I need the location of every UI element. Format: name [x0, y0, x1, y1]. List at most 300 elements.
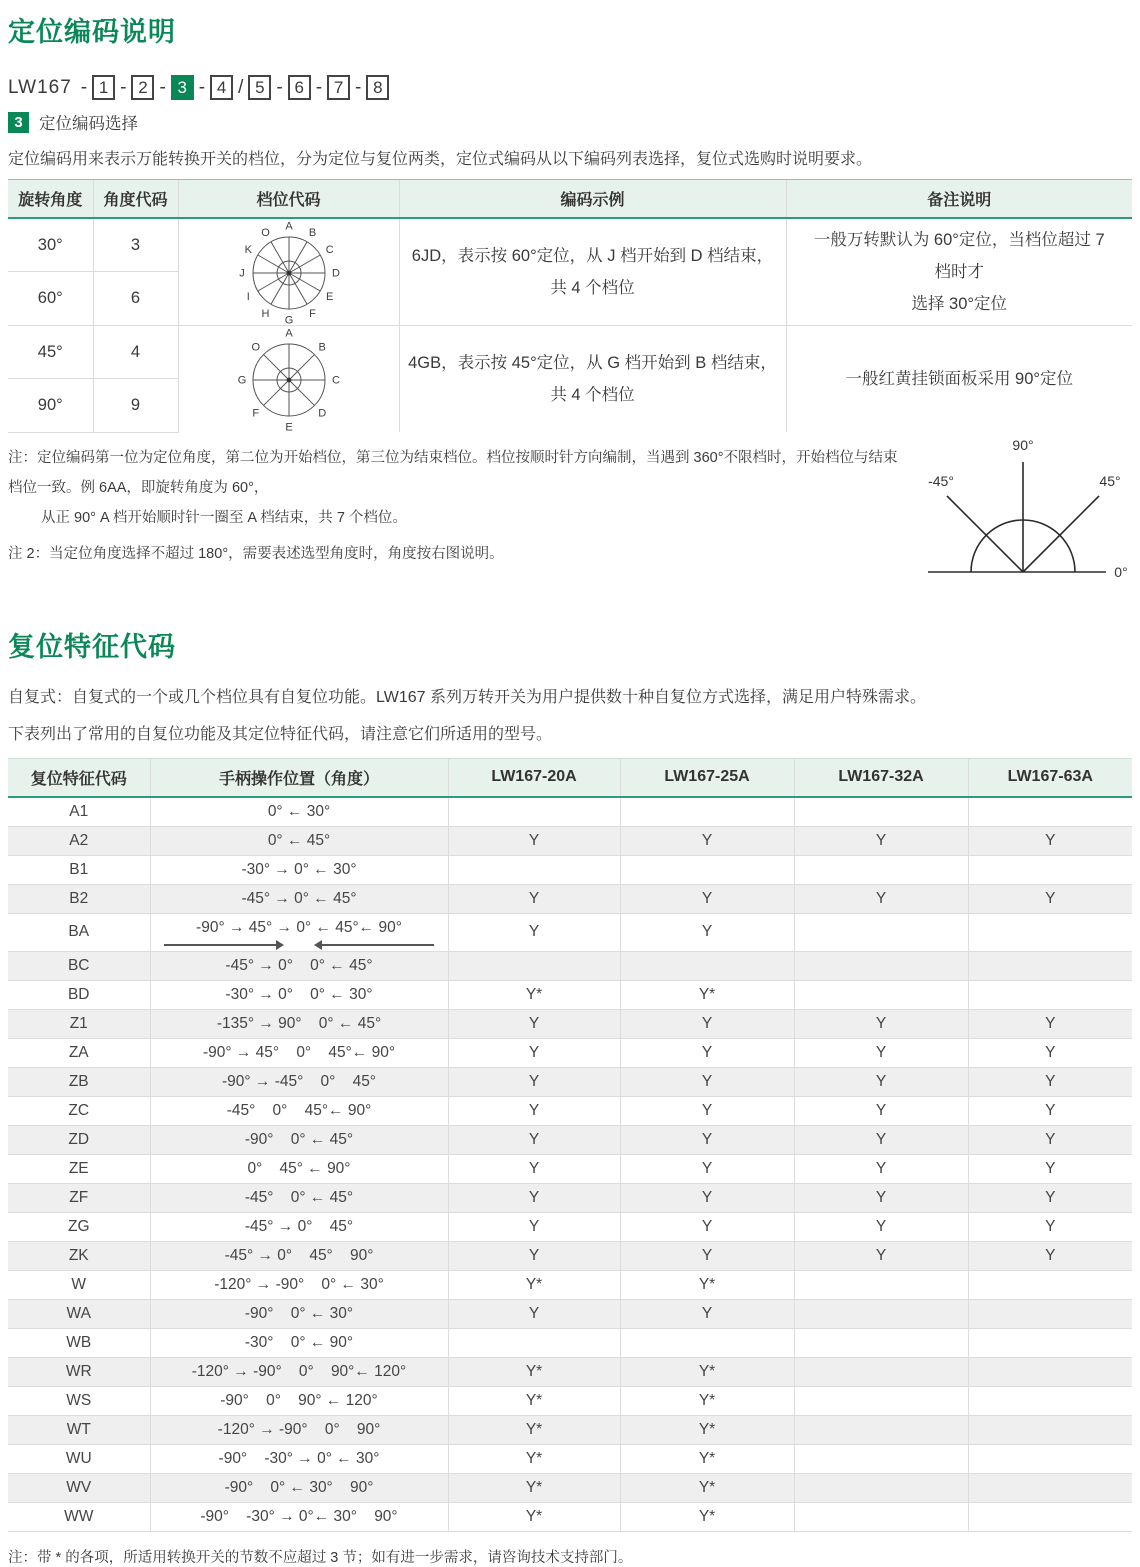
- handle-position-text: -90° 0° ← 30°: [244, 1304, 354, 1322]
- model-code-boxes: [76, 75, 390, 100]
- applicability-mark: [968, 1473, 1132, 1502]
- handle-position: [150, 1154, 448, 1183]
- reset-feature-code: ZB: [8, 1067, 150, 1096]
- dial-diagram-8-sector: [180, 327, 398, 431]
- handle-position: [150, 1067, 448, 1096]
- note-text: 从正 90° A 档开始顺时针一圈至 A 档结束，共 7 个档位。: [41, 509, 407, 526]
- handle-position-text: -120° → -90° 0° 90°← 120°: [191, 1362, 407, 1380]
- applicability-mark: [968, 1270, 1132, 1299]
- applicability-mark: [794, 1328, 968, 1357]
- applicability-mark: Y: [794, 1067, 968, 1096]
- table-row: [8, 1328, 1132, 1357]
- table-row: [8, 826, 1132, 855]
- reset-feature-code: BC: [8, 951, 150, 980]
- svg-text:F: F: [251, 407, 259, 420]
- note-label: 注：: [8, 449, 37, 466]
- svg-text:A: A: [284, 220, 293, 233]
- example-line: 4GB，表示按 45°定位，从 G 档开始到 B 档结束，: [408, 354, 777, 372]
- table-row: [8, 1270, 1132, 1299]
- applicability-mark: Y: [794, 884, 968, 913]
- applicability-mark: Y: [968, 1241, 1132, 1270]
- model-separator: -: [198, 76, 206, 98]
- table-row: [8, 913, 1132, 951]
- col-header: LW167-63A: [968, 758, 1132, 797]
- applicability-mark: Y*: [448, 1270, 620, 1299]
- section2-paragraph-2: 下表列出了常用的自复位功能及其定位特征代码，请注意它们所适用的型号。: [8, 725, 553, 743]
- applicability-mark: Y: [968, 1212, 1132, 1241]
- model-code-box: 2: [131, 75, 154, 100]
- applicability-mark: [794, 1357, 968, 1386]
- handle-position: [150, 980, 448, 1009]
- applicability-mark: Y: [448, 826, 620, 855]
- model-separator: -: [276, 76, 283, 98]
- applicability-mark: Y: [620, 1212, 794, 1241]
- applicability-mark: Y*: [620, 1444, 794, 1473]
- table-row: [8, 1502, 1132, 1531]
- reset-feature-code: ZA: [8, 1038, 150, 1067]
- applicability-mark: Y: [794, 1183, 968, 1212]
- svg-text:H: H: [261, 308, 269, 321]
- svg-text:D: D: [331, 267, 340, 280]
- rotation-angle: 30°: [8, 218, 93, 272]
- handle-position: [150, 797, 448, 827]
- remark-cell: [786, 326, 1132, 433]
- reset-feature-code: ZE: [8, 1154, 150, 1183]
- applicability-mark: Y: [620, 1241, 794, 1270]
- handle-position-text: 0° ← 45°: [267, 831, 331, 849]
- right-arrow-icon: [164, 944, 282, 946]
- applicability-mark: [794, 855, 968, 884]
- applicability-mark: Y: [620, 1154, 794, 1183]
- table-row: [8, 1444, 1132, 1473]
- handle-position-text: -45° → 0° ← 45°: [241, 889, 357, 907]
- angle-label-45: 45°: [1099, 473, 1121, 489]
- handle-position: [150, 1357, 448, 1386]
- intro-paragraph: 定位编码用来表示万能转换开关的档位，分为定位与复位两类，定位式编码从以下编码列表选择，复位式选购时说明要求。: [8, 151, 873, 168]
- applicability-mark: [794, 913, 968, 951]
- footnote: 注：带 * 的各项，所适用转换开关的节数不应超过 3 节；如有进一步需求，请咨询技术支持部门。: [8, 1549, 633, 1566]
- applicability-mark: Y*: [448, 980, 620, 1009]
- applicability-mark: Y: [620, 1096, 794, 1125]
- applicability-mark: Y: [794, 826, 968, 855]
- handle-position-text: -45° 0° ← 45°: [244, 1188, 354, 1206]
- applicability-mark: Y: [448, 1212, 620, 1241]
- col-header: 备注说明: [786, 180, 1132, 219]
- handle-position-text: -45° → 0° 45° 90°: [224, 1246, 374, 1264]
- handle-position-text: -90° -30° → 0°← 30° 90°: [200, 1507, 398, 1525]
- applicability-mark: [968, 1386, 1132, 1415]
- applicability-mark: Y: [448, 1096, 620, 1125]
- reset-feature-code: WR: [8, 1357, 150, 1386]
- model-separator: -: [80, 76, 88, 98]
- applicability-mark: Y: [794, 1096, 968, 1125]
- applicability-mark: [968, 1328, 1132, 1357]
- svg-text:B: B: [318, 341, 326, 354]
- reset-feature-code: WB: [8, 1328, 150, 1357]
- applicability-mark: Y: [448, 1183, 620, 1212]
- applicability-mark: [448, 951, 620, 980]
- angle-label-neg45: -45°: [928, 473, 954, 489]
- handle-position: [150, 1009, 448, 1038]
- table-row: [8, 1067, 1132, 1096]
- applicability-mark: [794, 1415, 968, 1444]
- handle-position: [150, 1183, 448, 1212]
- angle-code: 9: [93, 379, 178, 432]
- handle-position-text: -90° → 45° 0° 45°← 90°: [202, 1043, 396, 1061]
- code-example-cell: [399, 326, 786, 433]
- handle-position-text: -90° -30° → 0° ← 30°: [218, 1449, 380, 1467]
- applicability-mark: [794, 1270, 968, 1299]
- applicability-mark: Y*: [448, 1473, 620, 1502]
- handle-position: [150, 826, 448, 855]
- note-1: [8, 443, 908, 503]
- applicability-mark: [620, 797, 794, 827]
- applicability-mark: Y: [968, 826, 1132, 855]
- applicability-mark: [794, 1444, 968, 1473]
- applicability-mark: [448, 1328, 620, 1357]
- handle-position: [150, 1502, 448, 1531]
- example-line: 共 4 个档位: [550, 386, 635, 404]
- step-label: 定位编码选择: [39, 115, 138, 133]
- angle-code: 6: [93, 272, 178, 326]
- applicability-mark: [794, 1473, 968, 1502]
- applicability-mark: [968, 1415, 1132, 1444]
- example-line: 共 4 个档位: [550, 279, 635, 297]
- reset-feature-code: WV: [8, 1473, 150, 1502]
- applicability-mark: [794, 1502, 968, 1531]
- applicability-mark: Y: [968, 1067, 1132, 1096]
- dial-cell: [178, 218, 399, 326]
- model-code-box: 7: [327, 75, 350, 100]
- table-row: [8, 218, 1132, 272]
- handle-position: [150, 1444, 448, 1473]
- svg-text:G: G: [237, 374, 246, 387]
- applicability-mark: Y: [620, 1067, 794, 1096]
- applicability-mark: [794, 1299, 968, 1328]
- handle-position-text: -90° 0° ← 30° 90°: [224, 1478, 374, 1496]
- reset-feature-code: ZD: [8, 1125, 150, 1154]
- table-row: [8, 1183, 1132, 1212]
- applicability-mark: Y: [968, 1096, 1132, 1125]
- section2-title: 复位特征代码: [8, 631, 176, 662]
- applicability-mark: [968, 1444, 1132, 1473]
- angle-code: 3: [93, 218, 178, 272]
- direction-arrows: [153, 940, 446, 946]
- applicability-mark: Y: [448, 884, 620, 913]
- reset-feature-code: ZG: [8, 1212, 150, 1241]
- handle-position: [150, 1212, 448, 1241]
- handle-position: [150, 1241, 448, 1270]
- reset-feature-table: [8, 758, 1132, 1532]
- table-row: [8, 1212, 1132, 1241]
- handle-position: [150, 1299, 448, 1328]
- table-row: [8, 1357, 1132, 1386]
- handle-position: [150, 1328, 448, 1357]
- note-text: 定位编码第一位为定位角度，第二位为开始档位，第三位为结束档位。档位按顺时针方向编制，当遇到 360°不限档时，开始档位与结束档位一致。例 6AA，即旋转角度为 60°，: [8, 449, 898, 496]
- svg-text:A: A: [284, 327, 293, 340]
- handle-position: [150, 1270, 448, 1299]
- reset-feature-code: BD: [8, 980, 150, 1009]
- table-row: [8, 1299, 1132, 1328]
- applicability-mark: Y: [620, 1299, 794, 1328]
- angle-code: 4: [93, 326, 178, 379]
- svg-text:O: O: [260, 226, 270, 239]
- svg-text:E: E: [325, 291, 333, 303]
- svg-text:C: C: [325, 244, 334, 256]
- table-row: [8, 1415, 1132, 1444]
- reset-feature-code: WW: [8, 1502, 150, 1531]
- applicability-mark: Y*: [448, 1444, 620, 1473]
- table-row: [8, 855, 1132, 884]
- applicability-mark: [968, 951, 1132, 980]
- applicability-mark: Y: [448, 913, 620, 951]
- applicability-mark: Y: [448, 1125, 620, 1154]
- reset-feature-code: W: [8, 1270, 150, 1299]
- reset-feature-code: B2: [8, 884, 150, 913]
- applicability-mark: Y: [620, 1038, 794, 1067]
- note-text: 当定位角度选择不超过 180°，需要表述选型角度时，角度按右图说明。: [49, 545, 504, 562]
- table-header-row: [8, 180, 1132, 219]
- applicability-mark: Y: [448, 1038, 620, 1067]
- table-row: [8, 1241, 1132, 1270]
- svg-text:O: O: [250, 341, 260, 354]
- table-row: [8, 797, 1132, 827]
- col-header: 编码示例: [399, 180, 786, 219]
- reset-feature-code: A1: [8, 797, 150, 827]
- remark-line: 一般红黄挂锁面板采用 90°定位: [845, 370, 1074, 388]
- angle-reference-diagram: [928, 432, 1133, 587]
- table-row: [8, 1386, 1132, 1415]
- note-2: [8, 539, 908, 569]
- applicability-mark: [794, 951, 968, 980]
- remark-line: 一般万转默认为 60°定位，当档位超过 7 档时才: [813, 231, 1105, 281]
- angle-label-0: 0°: [1114, 564, 1128, 580]
- svg-text:C: C: [331, 374, 340, 387]
- notes-block: [8, 443, 908, 569]
- code-example-cell: [399, 218, 786, 326]
- applicability-mark: Y*: [620, 1357, 794, 1386]
- applicability-mark: Y*: [448, 1415, 620, 1444]
- reset-feature-code: WS: [8, 1386, 150, 1415]
- model-separator: -: [159, 76, 166, 98]
- applicability-mark: Y: [620, 826, 794, 855]
- applicability-mark: [794, 1386, 968, 1415]
- applicability-mark: [448, 855, 620, 884]
- applicability-mark: [620, 951, 794, 980]
- applicability-mark: [968, 855, 1132, 884]
- handle-position: [150, 855, 448, 884]
- model-separator: -: [315, 76, 323, 98]
- table-row: [8, 951, 1132, 980]
- rotation-angle: 90°: [8, 379, 93, 432]
- handle-position-text: -30° 0° ← 90°: [244, 1333, 354, 1351]
- model-code-box: 5: [248, 75, 271, 100]
- remark-line: 选择 30°定位: [911, 295, 1008, 313]
- dial-diagram-12-sector: [180, 220, 398, 324]
- col-header: LW167-20A: [448, 758, 620, 797]
- svg-text:I: I: [246, 291, 250, 303]
- applicability-mark: [794, 797, 968, 827]
- model-code-box: 8: [366, 75, 389, 100]
- remark-text: [788, 363, 1132, 395]
- applicability-mark: Y: [620, 1009, 794, 1038]
- applicability-mark: Y: [794, 1241, 968, 1270]
- applicability-mark: [448, 797, 620, 827]
- table-row: [8, 1009, 1132, 1038]
- reset-feature-code: B1: [8, 855, 150, 884]
- model-code-box: 1: [92, 75, 115, 100]
- applicability-mark: Y: [794, 1125, 968, 1154]
- applicability-mark: Y: [794, 1212, 968, 1241]
- model-prefix: LW167: [8, 76, 72, 98]
- table-header-row: [8, 758, 1132, 797]
- handle-position: [150, 1415, 448, 1444]
- applicability-mark: [968, 797, 1132, 827]
- col-header: 档位代码: [178, 180, 399, 219]
- applicability-mark: Y: [620, 884, 794, 913]
- reset-feature-code: BA: [8, 913, 150, 951]
- applicability-mark: Y*: [448, 1357, 620, 1386]
- table-row: [8, 1125, 1132, 1154]
- handle-position: [150, 884, 448, 913]
- handle-position-text: -90° → -45° 0° 45°: [221, 1072, 377, 1090]
- reset-feature-code: ZC: [8, 1096, 150, 1125]
- table-row: [8, 1096, 1132, 1125]
- col-header: 复位特征代码: [8, 758, 150, 797]
- example-line: 6JD，表示按 60°定位，从 J 档开始到 D 档结束，: [411, 247, 774, 265]
- handle-position-text: -120° → -90° 0° 90°: [217, 1420, 381, 1438]
- svg-text:B: B: [308, 226, 316, 239]
- reset-feature-code: WU: [8, 1444, 150, 1473]
- handle-position: [150, 1096, 448, 1125]
- applicability-mark: Y: [794, 1038, 968, 1067]
- model-code-box: 6: [288, 75, 311, 100]
- reset-feature-code: Z1: [8, 1009, 150, 1038]
- handle-position: [150, 913, 448, 951]
- handle-position-text: -45° 0° 45°← 90°: [226, 1101, 372, 1119]
- handle-position-text: -90° 0° 90° ← 120°: [220, 1391, 378, 1409]
- applicability-mark: Y: [448, 1241, 620, 1270]
- col-header: LW167-25A: [620, 758, 794, 797]
- svg-text:K: K: [244, 244, 252, 256]
- svg-text:G: G: [284, 314, 293, 324]
- remark-cell: [786, 218, 1132, 326]
- col-header: LW167-32A: [794, 758, 968, 797]
- model-separator: -: [120, 76, 127, 98]
- svg-text:D: D: [317, 407, 326, 420]
- applicability-mark: Y: [968, 1154, 1132, 1183]
- dial-cell: [178, 326, 399, 433]
- applicability-mark: Y: [968, 1038, 1132, 1067]
- applicability-mark: Y: [448, 1009, 620, 1038]
- reset-feature-code: ZF: [8, 1183, 150, 1212]
- applicability-mark: Y: [448, 1067, 620, 1096]
- applicability-mark: Y: [794, 1009, 968, 1038]
- angle-label-90: 90°: [1012, 437, 1034, 453]
- positioning-code-table: [8, 179, 1132, 433]
- handle-position-text: -135° → 90° 0° ← 45°: [216, 1014, 382, 1032]
- applicability-mark: Y: [794, 1154, 968, 1183]
- applicability-mark: Y: [968, 1183, 1132, 1212]
- handle-position-text: -90° → 45° → 0° ← 45°← 90°: [196, 918, 402, 936]
- model-separator: -: [355, 76, 362, 98]
- applicability-mark: Y: [448, 1299, 620, 1328]
- applicability-mark: Y*: [448, 1386, 620, 1415]
- handle-position: [150, 1473, 448, 1502]
- applicability-mark: [968, 1502, 1132, 1531]
- left-arrow-icon: [316, 944, 434, 946]
- applicability-mark: Y*: [620, 1473, 794, 1502]
- handle-position: [150, 1038, 448, 1067]
- applicability-mark: Y: [448, 1154, 620, 1183]
- reset-feature-code: A2: [8, 826, 150, 855]
- step-badge: 3: [8, 112, 29, 133]
- applicability-mark: [620, 855, 794, 884]
- model-code-box: 3: [171, 75, 194, 100]
- svg-text:E: E: [284, 421, 293, 431]
- page-title: 定位编码说明: [8, 17, 176, 47]
- handle-position-text: -90° 0° ← 45°: [244, 1130, 354, 1148]
- handle-position-text: -45° → 0° 0° ← 45°: [225, 956, 373, 974]
- note-label: 注 2：: [8, 545, 50, 562]
- handle-position-text: -30° → 0° 0° ← 30°: [225, 985, 373, 1003]
- reset-feature-code: ZK: [8, 1241, 150, 1270]
- handle-position: [150, 1386, 448, 1415]
- applicability-mark: Y: [968, 1009, 1132, 1038]
- handle-position-text: -30° → 0° ← 30°: [241, 860, 357, 878]
- applicability-mark: [968, 913, 1132, 951]
- applicability-mark: Y*: [448, 1502, 620, 1531]
- reset-feature-code: WA: [8, 1299, 150, 1328]
- handle-position-text: -45° → 0° 45°: [244, 1217, 354, 1235]
- applicability-mark: [968, 980, 1132, 1009]
- rotation-angle: 60°: [8, 272, 93, 326]
- applicability-mark: Y*: [620, 980, 794, 1009]
- handle-position: [150, 1125, 448, 1154]
- table-row: [8, 326, 1132, 379]
- applicability-mark: [794, 980, 968, 1009]
- col-header: 旋转角度: [8, 180, 93, 219]
- table-row: [8, 980, 1132, 1009]
- applicability-mark: Y: [620, 1183, 794, 1212]
- handle-position: [150, 951, 448, 980]
- applicability-mark: [968, 1299, 1132, 1328]
- table-row: [8, 1154, 1132, 1183]
- applicability-mark: [620, 1328, 794, 1357]
- svg-text:J: J: [238, 267, 245, 280]
- rotation-angle: 45°: [8, 326, 93, 379]
- applicability-mark: Y: [968, 884, 1132, 913]
- applicability-mark: Y*: [620, 1270, 794, 1299]
- reset-feature-code: WT: [8, 1415, 150, 1444]
- model-code-line: [8, 75, 1132, 100]
- col-header: 角度代码: [93, 180, 178, 219]
- applicability-mark: Y: [620, 1125, 794, 1154]
- svg-text:F: F: [308, 308, 316, 321]
- col-header: 手柄操作位置（角度）: [150, 758, 448, 797]
- applicability-mark: [968, 1357, 1132, 1386]
- table-row: [8, 1473, 1132, 1502]
- applicability-mark: Y: [968, 1125, 1132, 1154]
- remark-text: [788, 224, 1132, 320]
- model-separator: /: [238, 76, 244, 98]
- applicability-mark: Y*: [620, 1415, 794, 1444]
- section2-paragraph-1: 自复式：自复式的一个或几个档位具有自复位功能。LW167 系列万转开关为用户提供数十种自复位方式选择，满足用户特殊需求。: [8, 688, 926, 706]
- applicability-mark: Y*: [620, 1502, 794, 1531]
- applicability-mark: Y: [620, 913, 794, 951]
- applicability-mark: Y*: [620, 1386, 794, 1415]
- step-line: [8, 110, 1132, 134]
